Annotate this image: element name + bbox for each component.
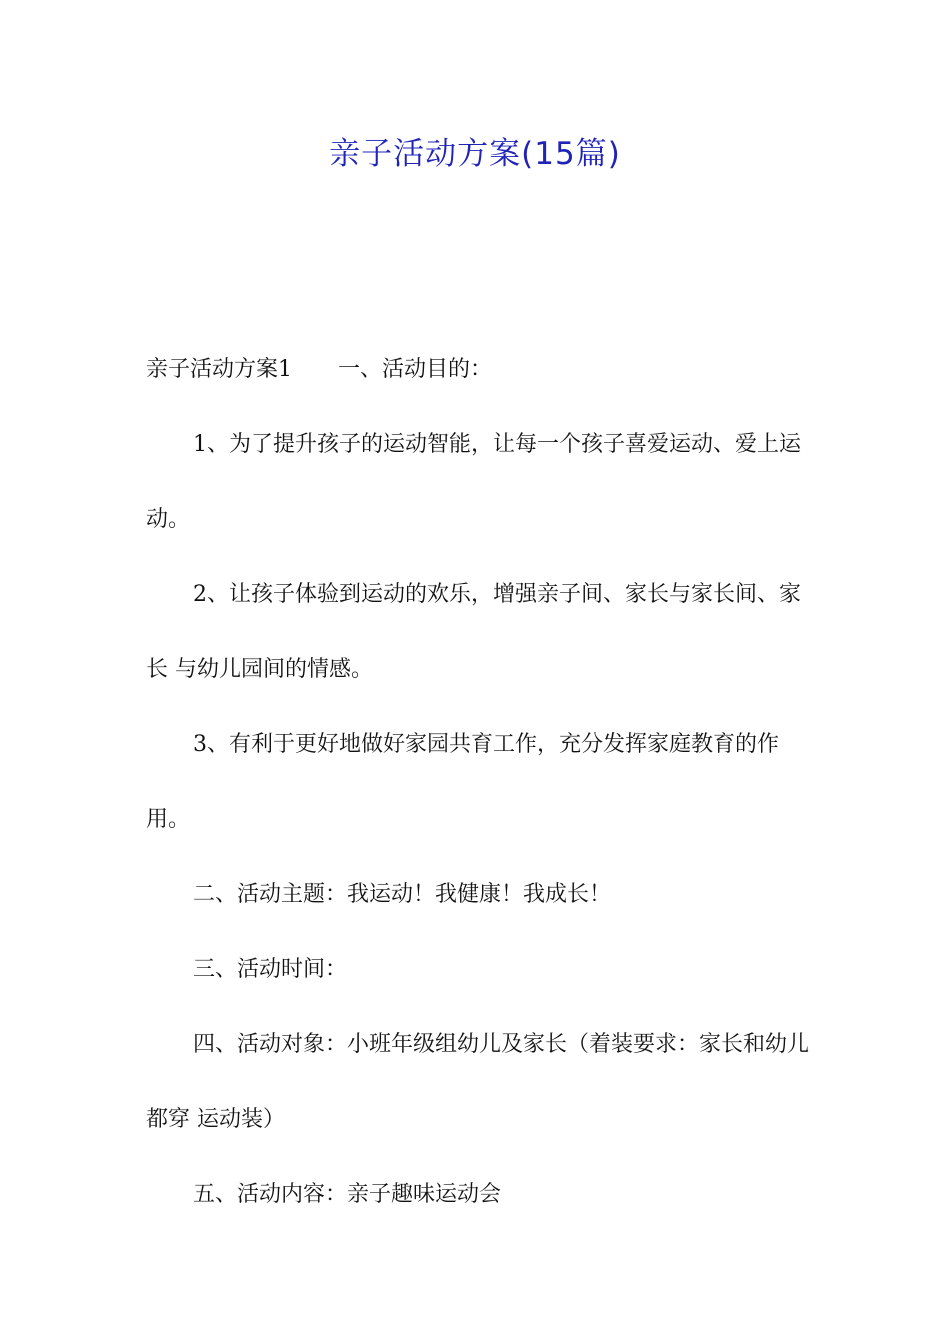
document-title: 亲子活动方案(15篇) <box>329 136 621 172</box>
section-heading: 亲子活动方案1 <box>146 357 292 382</box>
paragraph-objective-1: 1、为了提升孩子的运动智能，让每一个孩子喜爱运动、爱上运动。 <box>146 432 801 532</box>
paragraph-content: 五、活动内容：亲子趣味运动会 <box>193 1182 502 1207</box>
paragraph-time: 三、活动时间： <box>193 957 348 982</box>
document-body <box>146 332 816 1232</box>
paragraph-objective-2: 2、让孩子体验到运动的欢乐，增强亲子间、家长与家长间、家长 与幼儿园间的情感。 <box>146 582 801 682</box>
paragraph-objective-heading: 一、活动目的： <box>338 357 493 382</box>
paragraph-theme: 二、活动主题：我运动！我健康！我成长！ <box>193 882 612 907</box>
paragraph-objective-3: 3、有利于更好地做好家园共育工作，充分发挥家庭教育的作用。 <box>146 732 779 832</box>
paragraph-participants: 四、活动对象：小班年级组幼儿及家长（着装要求：家长和幼儿都穿 运动装） <box>146 1032 810 1132</box>
section-heading-line <box>146 332 816 407</box>
